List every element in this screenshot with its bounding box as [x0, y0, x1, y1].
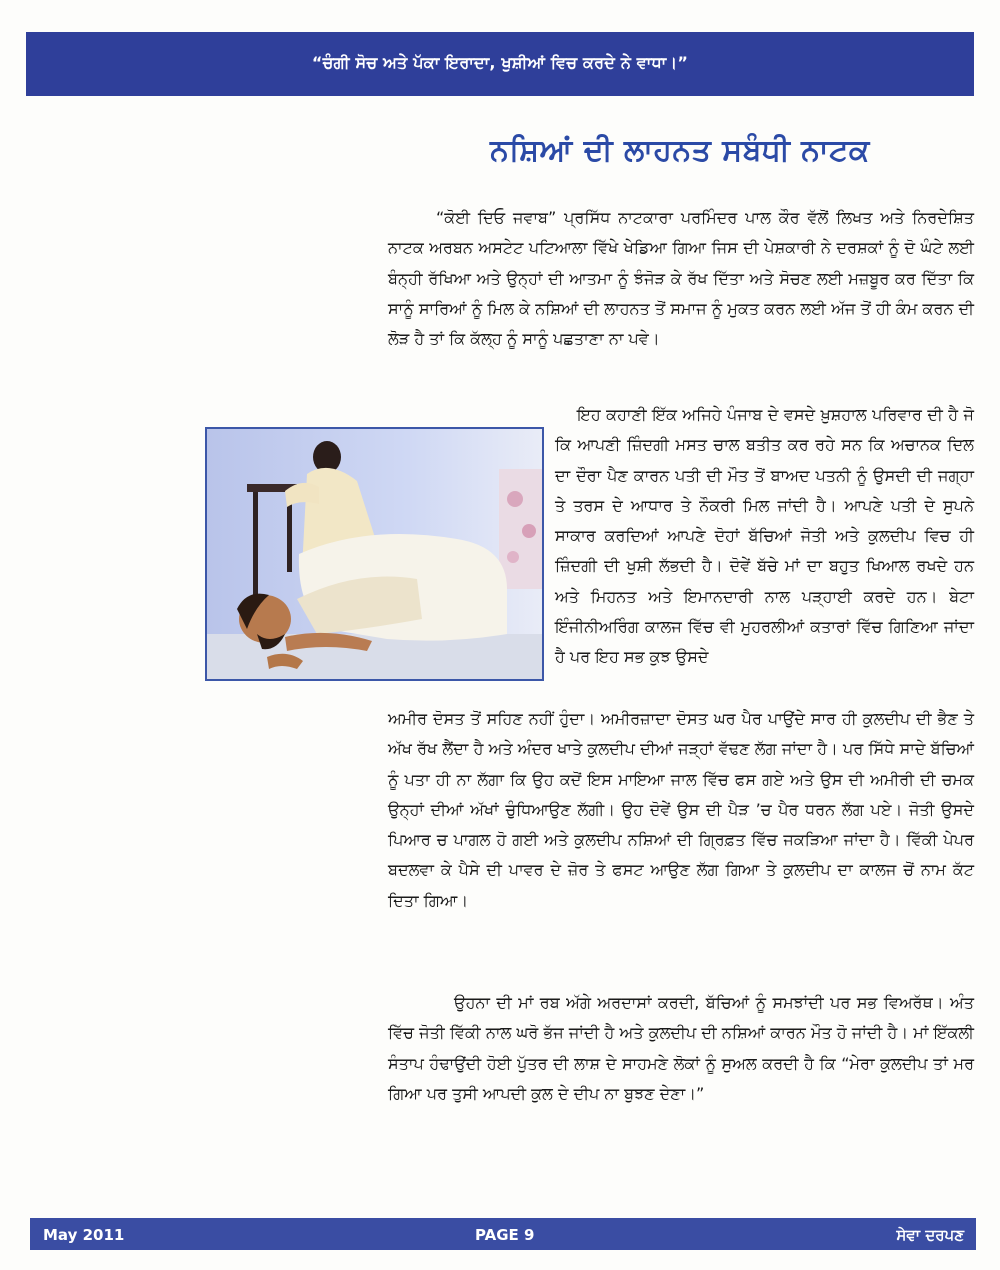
article-paragraph-2: ਇਹ ਕਹਾਣੀ ਇੱਕ ਅਜਿਹੇ ਪੰਜਾਬ ਦੇ ਵਸਦੇ ਖ਼ੁਸ਼ਹਾਲ ਪਰਿਵਾਰ ਦੀ ਹੈ ਜੋ ਕਿ ਆਪਣੀ ਜ਼ਿੰਦਗੀ ਮਸਤ ਚਾਲ ਬਤੀਤ ਕਰ ਰਹੇ ਸਨ ਕਿ ਅਚਾਨਕ ਦਿਲ ਦਾ ਦੌਰਾ ਪੈਣ ਕਾਰਨ ਪਤੀ ਦੀ ਮੌਤ ਤੋਂ ਬਾਅਦ ਪਤਨੀ ਨੂੰ ਉਸਦੀ ਦੀ ਜਗ੍ਹਾ ਤੇ ਤਰਸ ਦੇ ਆਧਾਰ ਤੇ ਨੌਕਰੀ ਮਿਲ ਜਾਂਦੀ ਹੈ। ਆਪਣੇ ਪਤੀ ਦੇ ਸੁਪਨੇ ਸਾਕਾਰ ਕਰਦਿਆਂ ਆਪਣੇ ਦੋਹਾਂ ਬੱਚਿਆਂ ਜੋਤੀ ਅਤੇ ਕੁਲਦੀਪ ਵਿਚ ਹੀ ਜ਼ਿੰਦਗੀ ਦੀ ਖੁਸ਼ੀ ਲੱਭਦੀ ਹੈ। ਦੋਵੇਂ ਬੱਚੇ ਮਾਂ ਦਾ ਬਹੁਤ ਖਿਆਲ ਰਖਦੇ ਹਨ ਅਤੇ ਮਿਹਨਤ ਅਤੇ ਇਮਾਨਦਾਰੀ ਨਾਲ ਪੜ੍ਹਾਈ ਕਰਦੇ ਹਨ। ਬੇਟਾ ਇੰਜੀਨੀਅਰਿੰਗ ਕਾਲਜ ਵਿੱਚ ਵੀ ਮੁਹਰਲੀਆਂ ਕਤਾਰਾਂ ਵਿੱਚ ਗਿਣਿਆ ਜਾਂਦਾ ਹੈ ਪਰ ਇਹ ਸਭ ਕੁਝ ਉਸਦੇ — [555, 405, 974, 667]
footer-page-number: PAGE 9 — [475, 1226, 535, 1244]
article-paragraph-3: ਅਮੀਰ ਦੋਸਤ ਤੋਂ ਸਹਿਣ ਨਹੀਂ ਹੁੰਦਾ। ਅਮੀਰਜ਼ਾਦਾ ਦੋਸਤ ਘਰ ਪੈਰ ਪਾਉਂਦੇ ਸਾਰ ਹੀ ਕੁਲਦੀਪ ਦੀ ਭੈਣ ਤੇ ਅੱਖ ਰੱਖ ਲੈਂਦਾ ਹੈ ਅਤੇ ਅੰਦਰ ਖਾਤੇ ਕੁਲਦੀਪ ਦੀਆਂ ਜੜ੍ਹਾਂ ਵੱਢਣ ਲੱਗ ਜਾਂਦਾ ਹੈ। ਪਰ ਸਿੱਧੇ ਸਾਦੇ ਬੱਚਿਆਂ ਨੂੰ ਪਤਾ ਹੀ ਨਾ ਲੱਗਾ ਕਿ ਉਹ ਕਦੋਂ ਇਸ ਮਾਇਆ ਜਾਲ ਵਿੱਚ ਫਸ ਗਏ ਅਤੇ ਉਸ ਦੀ ਅਮੀਰੀ ਦੀ ਚਮਕ ਉਨ੍ਹਾਂ ਦੀਆਂ ਅੱਖਾਂ ਚੁੰਧਿਆਉਣ ਲੱਗੀ। ਉਹ ਦੋਵੇਂ ਉਸ ਦੀ ਪੈੜ ’ਚ ਪੈਰ ਧਰਨ ਲੱਗ ਪਏ। ਜੋਤੀ ਉਸਦੇ ਪਿਆਰ ਚ ਪਾਗਲ ਹੋ ਗਈ ਅਤੇ ਕੁਲਦੀਪ ਨਸ਼ਿਆਂ ਦੀ ਗ੍ਰਿਫ਼ਤ ਵਿੱਚ ਜਕੜਿਆ ਜਾਂਦਾ ਹੈ। ਵਿੱਕੀ ਪੇਪਰ ਬਦਲਵਾ ਕੇ ਪੈਸੇ ਦੀ ਪਾਵਰ ਦੇ ਜ਼ੋਰ ਤੇ ਫਸਟ ਆਉਣ ਲੱਗ ਗਿਆ ਤੇ ਕੁਲਦੀਪ ਦਾ ਕਾਲਜ ਚੋਂ ਨਾਮ ਕੱਟ ਦਿਤਾ ਗਿਆ। — [388, 709, 974, 910]
article-paragraph-4: ਉਹਨਾ ਦੀ ਮਾਂ ਰਬ ਅੱਗੇ ਅਰਦਾਸਾਂ ਕਰਦੀ, ਬੱਚਿਆਂ ਨੂੰ ਸਮਝਾਂਦੀ ਪਰ ਸਭ ਵਿਅਰੱਥ। ਅੰਤ ਵਿੱਚ ਜੋਤੀ ਵਿੱਕੀ ਨਾਲ ਘਰੋ ਭੱਜ ਜਾਂਦੀ ਹੈ ਅਤੇ ਕੁਲਦੀਪ ਦੀ ਨਸ਼ਿਆਂ ਕਾਰਨ ਮੌਤ ਹੋ ਜਾਂਦੀ ਹੈ। ਮਾਂ ਇੱਕਲੀ ਸੰਤਾਪ ਹੰਢਾਉਂਦੀ ਹੋਈ ਪੁੱਤਰ ਦੀ ਲਾਸ਼ ਦੇ ਸਾਹਮਣੇ ਲੋਕਾਂ ਨੂੰ ਸੁਅਲ ਕਰਦੀ ਹੈ ਕਿ “ਮੇਰਾ ਕੁਲਦੀਪ ਤਾਂ ਮਰ ਗਿਆ ਪਰ ਤੁਸੀ ਆਪਦੀ ਕੁਲ ਦੇ ਦੀਪ ਨਾ ਬੁਝਣ ਦੇਣਾ।” — [388, 993, 974, 1103]
footer-date: May 2011 — [43, 1226, 125, 1244]
article-title: ਨਸ਼ਿਆਂ ਦੀ ਲਾਹਨਤ ਸਬੰਧੀ ਨਾਟਕ — [490, 133, 870, 168]
footer-band — [30, 1218, 976, 1250]
header-quote: “ਚੰਗੀ ਸੋਚ ਅਤੇ ਪੱਕਾ ਇਰਾਦਾ, ਖੁਸ਼ੀਆਂ ਵਿਚ ਕਰਦੇ ਨੇ ਵਾਧਾ।” — [311, 53, 689, 72]
play-scene-illustration — [207, 429, 542, 679]
header-band — [26, 32, 974, 96]
article-paragraph-1: “ਕੋਈ ਦਿਓ ਜਵਾਬ” ਪ੍ਰਸਿੱਧ ਨਾਟਕਾਰਾ ਪਰਮਿੰਦਰ ਪਾਲ ਕੌਰ ਵੱਲੋਂ ਲਿਖਤ ਅਤੇ ਨਿਰਦੇਸ਼ਿਤ ਨਾਟਕ ਅਰਬਨ ਅਸਟੇਟ ਪਟਿਆਲਾ ਵਿੱਖੇ ਖੇਡਿਆ ਗਿਆ ਜਿਸ ਦੀ ਪੇਸ਼ਕਾਰੀ ਨੇ ਦਰਸ਼ਕਾਂ ਨੂੰ ਦੋ ਘੰਟੇ ਲਈ ਬੰਨ੍ਹੀ ਰੱਖਿਆ ਅਤੇ ਉਨ੍ਹਾਂ ਦੀ ਆਤਮਾ ਨੂੰ ਝੰਜੋੜ ਕੇ ਰੱਖ ਦਿੱਤਾ ਅਤੇ ਸੋਚਣ ਲਈ ਮਜ਼ਬੂਰ ਕਰ ਦਿੱਤਾ ਕਿ ਸਾਨੂੰ ਸਾਰਿਆਂ ਨੂੰ ਮਿਲ ਕੇ ਨਸ਼ਿਆਂ ਦੀ ਲਾਹਨਤ ਤੋਂ ਸਮਾਜ ਨੂੰ ਮੁਕਤ ਕਰਨ ਲਈ ਅੱਜ ਤੋਂ ਹੀ ਕੰਮ ਕਰਨ ਦੀ ਲੋੜ ਹੈ ਤਾਂ ਕਿ ਕੱਲ੍ਹ ਨੂੰ ਸਾਨੂੰ ਪਛਤਾਣਾ ਨਾ ਪਵੇ। — [388, 208, 974, 349]
play-scene-photo — [205, 427, 544, 681]
footer-magazine-name: ਸੇਵਾ ਦਰਪਣ — [896, 1226, 964, 1244]
